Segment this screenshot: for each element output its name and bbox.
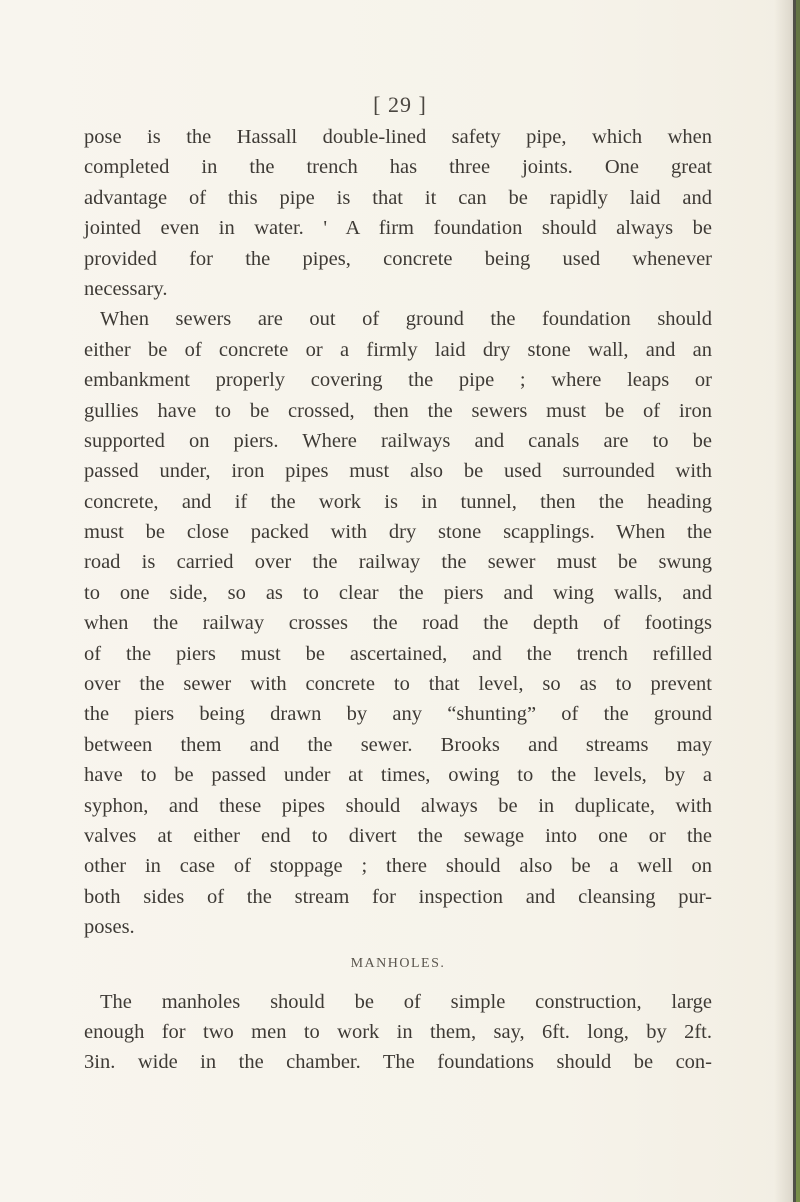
text-line: concrete, and if the work is in tunnel, then the heading <box>84 490 712 513</box>
body-text <box>84 122 712 1078</box>
text-line: provided for the pipes, concrete being used whenever <box>84 247 712 270</box>
text-line: poses. <box>84 916 135 939</box>
text-line: either be of concrete or a firmly laid dry stone wall, and an <box>84 338 712 361</box>
text-line: pose is the Hassall double-lined safety pipe, which when <box>84 126 712 148</box>
text-line: of the piers must be ascertained, and the trench refilled <box>84 642 712 665</box>
text-line: necessary. <box>84 277 168 300</box>
text-line: the piers being drawn by any “shunting” of the ground <box>84 703 712 726</box>
text-line: over the sewer with concrete to that level, so as to prevent <box>84 673 712 696</box>
text-line: between them and the sewer. Brooks and streams may <box>84 733 712 756</box>
text-line: embankment properly covering the pipe ; where leaps or <box>84 369 712 392</box>
paragraph-1 <box>84 122 712 304</box>
text-line: to one side, so as to clear the piers and wing walls, and <box>84 581 712 604</box>
text-line: both sides of the stream for inspection and cleansing pur- <box>84 885 712 908</box>
text-line: advantage of this pipe is that it can be rapidly laid and <box>84 186 712 209</box>
text-line: when the railway crosses the road the depth of footings <box>84 612 712 635</box>
text-line: supported on piers. Where railways and canals are to be <box>84 429 712 452</box>
text-line: When sewers are out of ground the foundation should <box>100 308 712 331</box>
text-line: gullies have to be crossed, then the sewers must be of iron <box>84 399 712 422</box>
cover-edge <box>796 0 800 1202</box>
section-heading: MANHOLES. <box>350 955 446 971</box>
text-line: 3in. wide in the chamber. The foundations should be con- <box>84 1051 712 1074</box>
text-line: passed under, iron pipes must also be used surrounded with <box>84 460 712 483</box>
text-line: valves at either end to divert the sewage into one or the <box>84 824 712 847</box>
text-line: road is carried over the railway the sewer must be swung <box>84 551 712 574</box>
text-line: The manholes should be of simple construction, large <box>100 990 712 1013</box>
text-line: jointed even in water. ' A firm foundation should always be <box>84 217 712 240</box>
text-line: enough for two men to work in them, say, 6ft. long, by 2ft. <box>84 1020 712 1043</box>
text-line: must be close packed with dry stone scapplings. When the <box>84 521 712 544</box>
paragraph-3 <box>84 987 712 1078</box>
text-line: syphon, and these pipes should always be in duplicate, with <box>84 794 712 817</box>
text-line: other in case of stoppage ; there should also be a well on <box>84 855 712 878</box>
text-line: have to be passed under at times, owing to the levels, by a <box>84 764 712 787</box>
page-number: [ 29 ] <box>373 92 427 117</box>
text-line: completed in the trench has three joints. One great <box>84 156 712 179</box>
paragraph-2 <box>84 304 712 942</box>
